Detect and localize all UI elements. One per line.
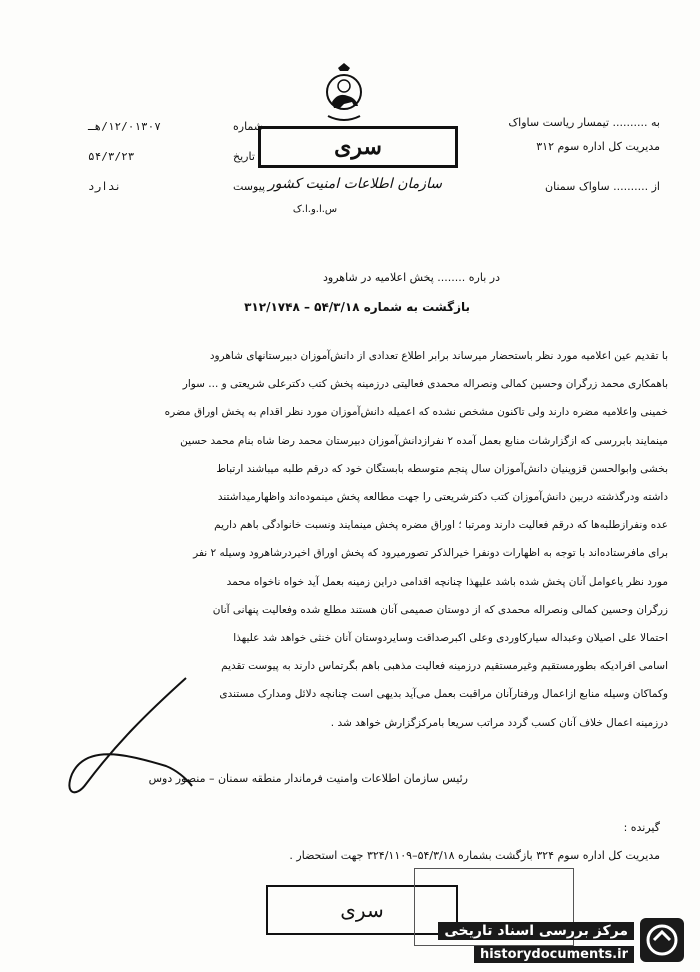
signer-line: رئیس سازمان اطلاعات وامنیت فرماندار منطقه سمنان – منصور دوس [148,772,468,785]
body-line: اسامی افرادیکه بطورمستقیم وغیرمستقیم درزمینه فعالیت مذهبی باهم بگرتماس دارند به پیوست تقدیم [221,660,668,673]
body-line: باهمکاری محمد زرگران وحسین کمالی ونصراله محمدی فعالیتی درزمینه پخش کتب دکترعلی شریعتی و ... سوار [182,378,668,391]
reference-line: بازگشت به شماره ۵۴/۳/۱۸ – ۳۱۲/۱۷۴۸ [244,300,470,314]
recipients-label: گیرنده : [623,821,660,834]
body-line: درزمینه اعمال خلاف آنان کسب گردد مراتب سریعا بامرکزگزارش خواهد شد . [330,716,668,729]
watermark-en: historydocuments.ir [474,946,634,963]
to-line-2: مدیریت کل اداره سوم ۳۱۲ [536,140,660,153]
to-value: تیمسار ریاست ساواک [508,116,610,129]
to-line: به .......... تیمسار ریاست ساواک [508,116,660,129]
organization-abbrev: س.ا.و.ا.ک [292,204,338,215]
body-line: مورد نظر یاعوامل آنان پخش شده باشد علیهذا چنانچه اقدامی دراین زمینه بعمل آید خواه ناخواه محمد [226,575,668,588]
body-line: مینمایند بابررسی که ازگزارشات منابع بعمل آمده ۲ نفرازدانش‌آموزان دبیرستان محمد رضا شاه بنام محمد حسین [180,434,668,447]
number-label: شماره [233,120,264,133]
body-line: احتمالا علی اصیلان وعبداله سیارکاوردی وعلی اکبرصداقت وسایردوستان آنان خنثی خواهد شد علیهذا [233,632,668,645]
body-line: وکماکان وسیله منابع ازاعمال ورفتارآنان مراقبت بعمل می‌آید بدیهی است چنانچه دلائل ومدارک مستندی [219,688,668,701]
lion-and-sun-emblem-icon [318,62,370,124]
subject-label: در باره [468,271,500,284]
attachment-value: ندارد [88,180,122,193]
organization-name: سازمان اطلاعات امنیت کشور [267,176,443,192]
from-value: ساواک سمنان [545,180,610,193]
attachment-label: پیوست [233,180,266,193]
from-label: از [651,180,660,193]
subject-value: پخش اعلامیه در شاهرود [322,271,434,284]
date-label: تاریخ [233,150,255,163]
watermark-fa: مرکز بررسی اسناد تاریخی [438,922,634,940]
body-line: زرگران وحسین کمالی ونصراله محمدی که از دوستان صمیمی آنان هستند مطلع شده وفعالیت پنهانی آنان [212,603,668,616]
body-line: بخشی وابوالحسن قزوینیان دانش‌آموزان سال پنجم متوسطه بابستگان خود که درقم طلبه میباشند ارتباط [216,462,668,475]
from-line: از .......... ساواک سمنان [545,180,660,193]
date-value: ۵۴/۳/۲۳ [88,150,135,163]
body-line: عده ونفرازطلبه‌ها که درقم فعالیت دارند ومرتبا ؛ اوراق مضره پخش مینمایند ونسبت خانوادگی باهم داریم [214,519,668,532]
watermark [438,920,634,963]
number-value: ۱۲/۰۱۳۰۷/هـ [88,120,161,133]
recipients-line: مدیریت کل اداره سوم ۳۲۴ بازگشت بشماره ۵۴/۳/۱۸–۳۲۴/۱۱۰۹ جهت استحضار . [289,849,660,862]
to-label: به [651,116,660,129]
body-line: داشته ودرگذشته دربین دانش‌آموزان کتب دکترشریعتی را جهت مطالعه پخش مینموده‌اند واظهارمیداشتند [217,491,668,504]
body-line: با تقدیم عین اعلامیه مورد نظر باستحضار میرساند برابر اطلاع تعدادی از دانش‌آموزان دبیرستانهای شاهرود [209,350,668,362]
body-line: خمینی واعلامیه مضره دارند ولی تاکنون مشخص نشده که اعمیله دانش‌آموزان مورد نظر اقدام به پخش اوراق مضره [164,406,668,419]
body-line: برای مافرستاده‌اند با توجه به اظهارات دونفرا خیرالذکر تصورمیرود که پخش اوراق اخیردرشاهرود وسیله ۲ نفر [193,547,668,560]
bottom-classification-stamp: سری [266,885,458,935]
classification-stamp: سری [258,126,458,168]
subject-line: در باره ........ پخش اعلامیه در شاهرود [322,271,500,284]
archive-logo-icon [640,918,684,962]
